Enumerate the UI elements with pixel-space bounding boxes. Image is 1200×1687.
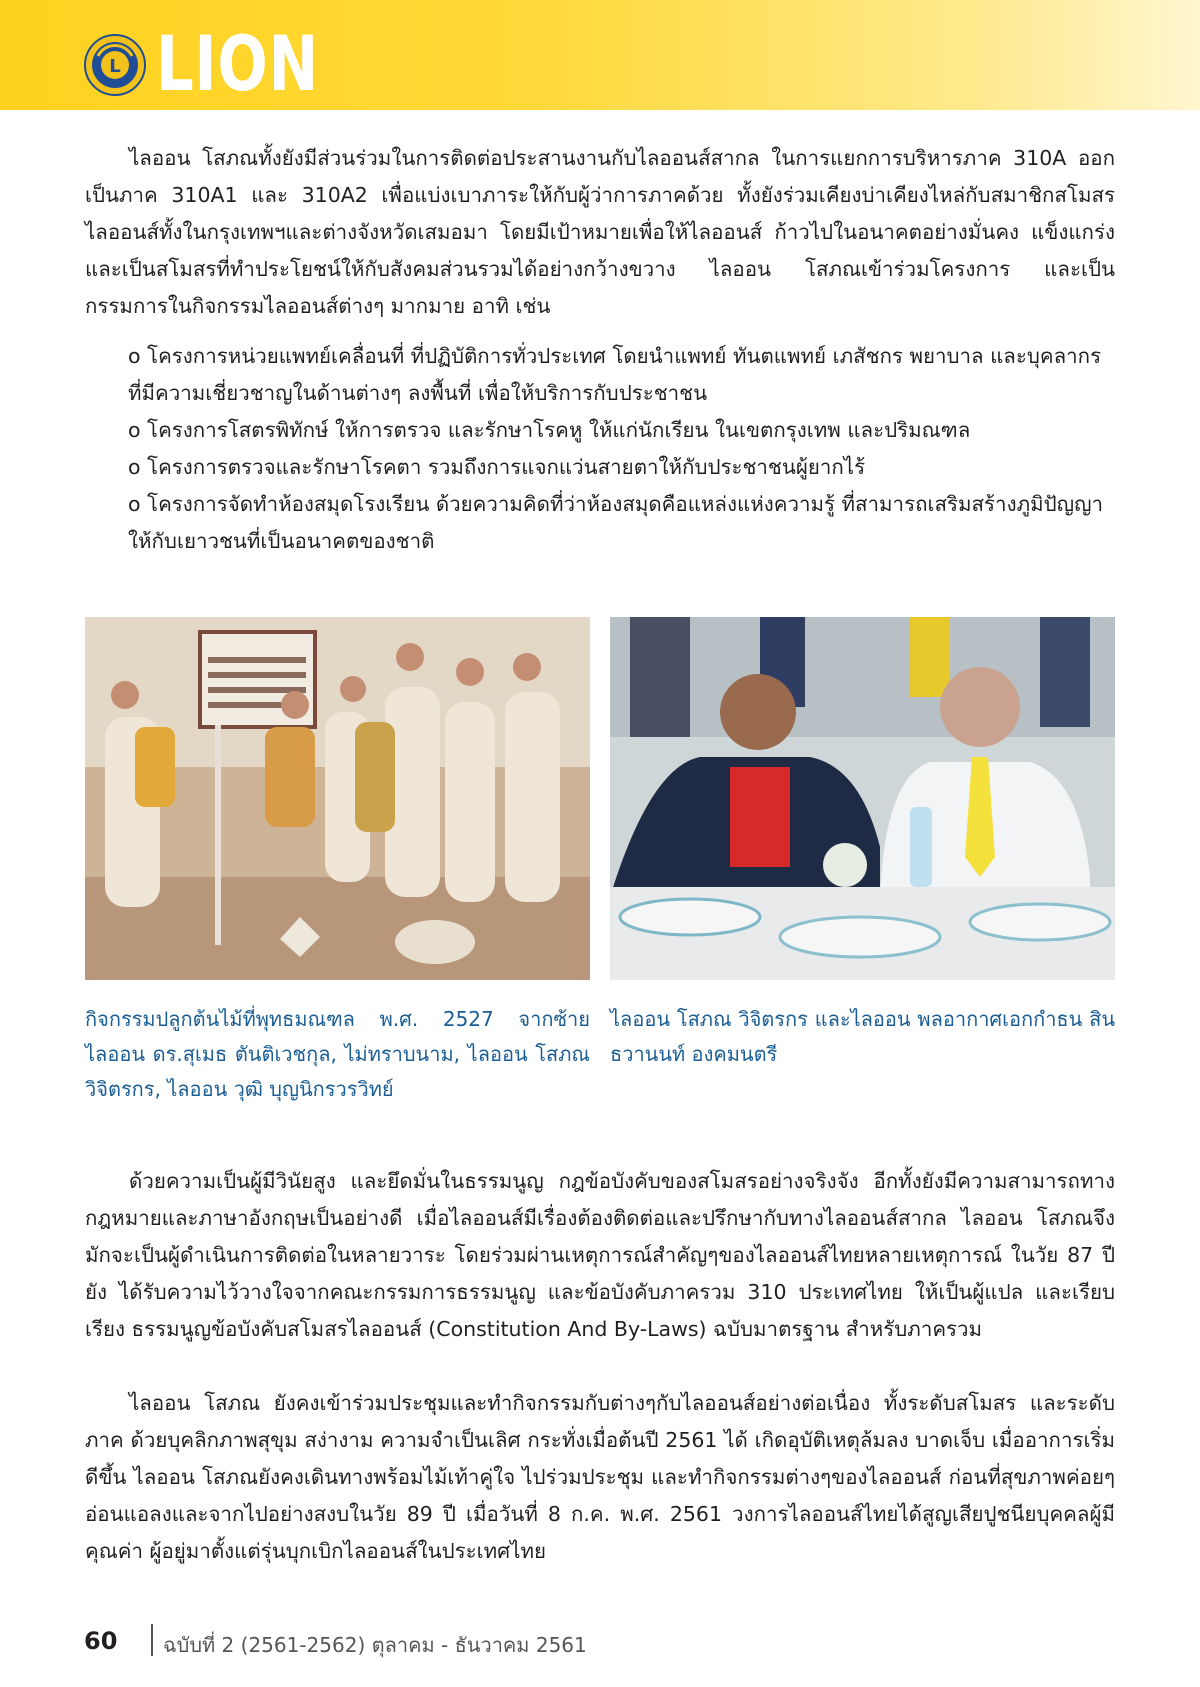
photo-caption-left: กิจกรรมปลูกต้นไม้ที่พุทธมณฑล พ.ศ. 2527 จากซ้าย ไลออน ดร.สุเมธ ตันติเวชกุล, ไม่ทราบนาม, ไลออน โสภณ วิจิตรกร, ไลออน วุฒิ บุญนิกรวรวิทย์ (85, 1007, 590, 1101)
list-item: o โครงการโสตรพิทักษ์ ให้การตรวจ และรักษาโรคหู ให้แก่นักเรียน ในเขตกรุงเทพ และปริมณฑล (128, 418, 971, 442)
lions-members-photo (610, 617, 1115, 980)
body-paragraph-1: ด้วยความเป็นผู้มีวินัยสูง และยึดมั่นในธรรมนูญ กฎข้อบังคับของสโมสรอย่างจริงจัง อีกทั้งยังมีความสามารถทางกฎหมายและภาษาอังกฤษเป็นอย่างดี เมื่อไลออนส์มีเรื่องต้องติดต่อและปรึกษากับทางไลออนส์สากล ไลออน โสภณจึงมักจะเป็นผู้ดำเนินการติดต่อในหลายวาระ โดยร่วมผ่านเหตุการณ์สำคัญๆของไลออนส์ไทยหลายเหตุการณ์ ในวัย 87 ปี ยัง ได้รับความไว้วางใจจากคณะกรรมการธรรมนูญ และข้อบังคับภาครวม 310 ประเทศไทย ให้เป็นผู้แปล และเรียบเรียง ธรรมนูญข้อบังคับสโมสรไลออนส์ (Constitution And By-Laws) ฉบับมาตรฐาน สำหรับภาครวม (85, 1169, 1115, 1341)
page-number: 60 (84, 1627, 118, 1655)
list-item: o โครงการหน่วยแพทย์เคลื่อนที่ ที่ปฏิบัติการทั่วประเทศ โดยนำแพทย์ ทันตแพทย์ เภสัชกร พยาบาล และบุคลากร ที่มีความเชี่ยวชาญในด้านต่างๆ ลงพื้นที่ เพื่อให้บริการกับประชาชน (128, 344, 1102, 405)
lions-international-emblem-icon (84, 34, 146, 96)
svg-text:L: L (109, 56, 121, 77)
issue-info: ฉบับที่ 2 (2561-2562) ตุลาคม - ธันวาคม 2561 (163, 1633, 587, 1657)
footer-divider (151, 1624, 153, 1656)
tree-planting-photo (85, 617, 590, 980)
project-list (128, 338, 1108, 560)
magazine-brand-title: LION (156, 19, 319, 108)
photo-caption-right: ไลออน โสภณ วิจิตรกร และไลออน พลอากาศเอกกำธน สินธวานนท์ องคมนตรี (610, 1007, 1115, 1066)
page-header (0, 0, 1200, 110)
body-paragraph-2: ไลออน โสภณ ยังคงเข้าร่วมประชุมและทำกิจกรรมกับต่างๆกับไลออนส์อย่างต่อเนื่อง ทั้งระดับสโมสร และระดับภาค ด้วยบุคลิกภาพสุขุม สง่างาม ความจำเป็นเลิศ กระทั่งเมื่อต้นปี 2561 ได้ เกิดอุบัติเหตุล้มลง บาดเจ็บ เมื่ออาการเริ่มดีขึ้น ไลออน โสภณยังคงเดินทางพร้อมไม้เท้าคู่ใจ ไปร่วมประชุม และทำกิจกรรมต่างๆของไลออนส์ ก่อนที่สุขภาพค่อยๆอ่อนแอลงและจากไปอย่างสงบในวัย 89 ปี เมื่อวันที่ 8 ก.ค. พ.ศ. 2561 วงการไลออนส์ไทยได้สูญเสียปูชนียบุคคลผู้มีคุณค่า ผู้อยู่มาตั้งแต่รุ่นบุกเบิกไลออนส์ในประเทศไทย (85, 1391, 1115, 1563)
list-item: o โครงการตรวจและรักษาโรคตา รวมถึงการแจกแว่นสายตาให้กับประชาชนผู้ยากไร้ (128, 455, 866, 479)
list-item: o โครงการจัดทำห้องสมุดโรงเรียน ด้วยความคิดที่ว่าห้องสมุดคือแหล่งแห่งความรู้ ที่สามารถเสริมสร้างภูมิปัญญา ให้กับเยาวชนที่เป็นอนาคตของชาติ (128, 492, 1104, 553)
intro-paragraph: ไลออน โสภณทั้งยังมีส่วนร่วมในการติดต่อประสานงานกับไลออนส์สากล ในการแยกการบริหารภาค 310A ออกเป็นภาค 310A1 และ 310A2 เพื่อแบ่งเบาภาระให้กับผู้ว่าการภาคด้วย ทั้งยังร่วมเคียงบ่าเคียงไหล่กับสมาชิกสโมสรไลออนส์ทั้งในกรุงเทพฯและต่างจังหวัดเสมอมา โดยมีเป้าหมายเพื่อให้ไลออนส์ ก้าวไปในอนาคตอย่างมั่นคง แข็งแกร่ง และเป็นสโมสรที่ทำประโยชน์ให้กับสังคมส่วนรวมได้อย่างกว้างขวาง ไลออน โสภณเข้าร่วมโครงการ และเป็นกรรมการในกิจกรรมไลออนส์ต่างๆ มากมาย อาทิ เช่น (85, 146, 1115, 318)
